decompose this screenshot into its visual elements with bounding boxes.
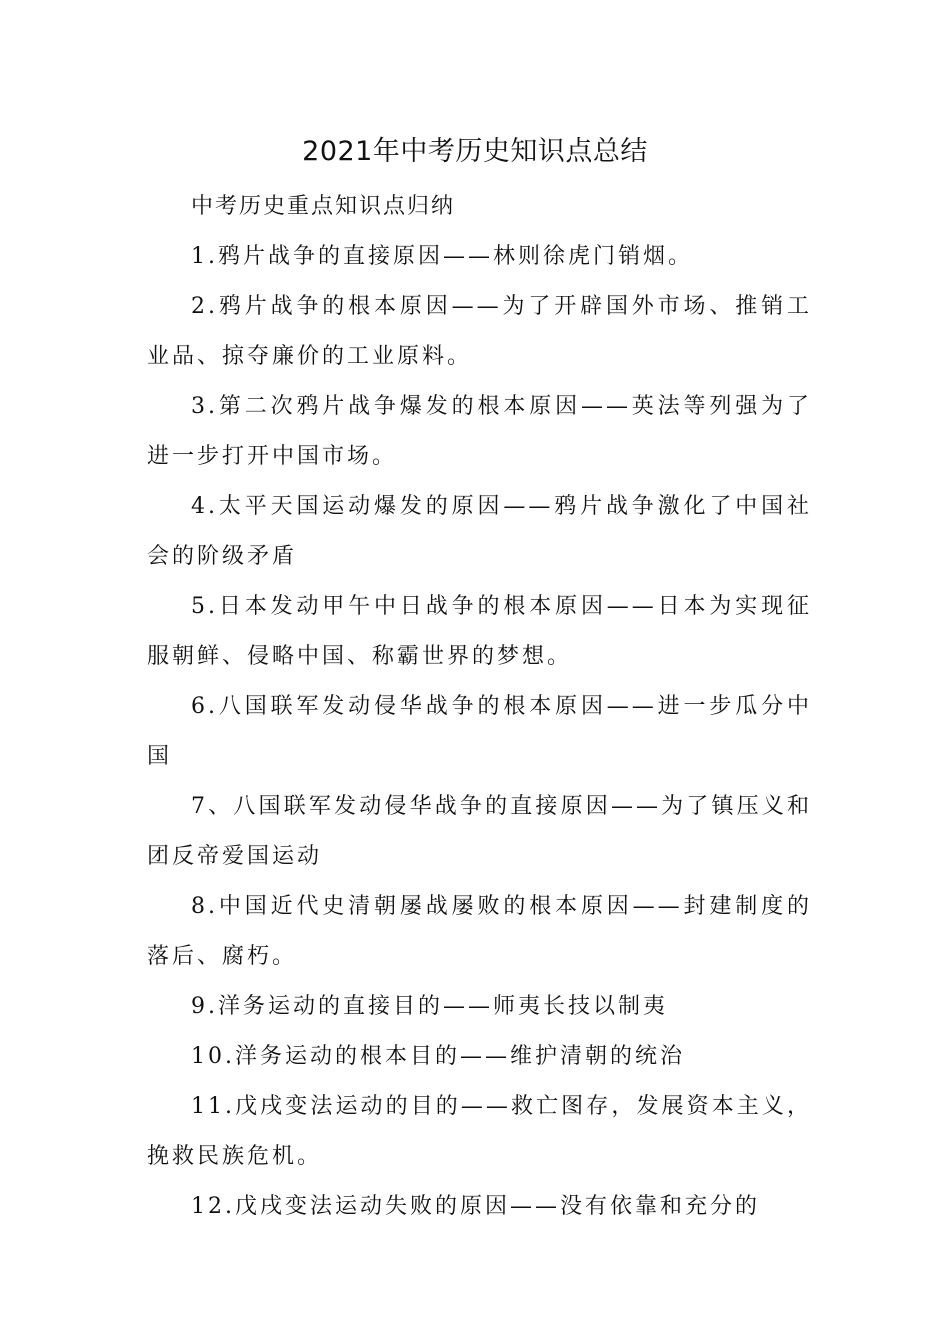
paragraph-2: 2.鸦片战争的根本原因——为了开辟国外市场、推销工业品、掠夺廉价的工业原料。 <box>147 294 812 369</box>
paragraph-8: 8.中国近代史清朝屡战屡败的根本原因——封建制度的落后、腐朽。 <box>147 894 812 969</box>
paragraph-9: 9.洋务运动的直接目的——师夷长技以制夷 <box>191 994 668 1019</box>
paragraph-7: 7、八国联军发动侵华战争的直接原因——为了镇压义和团反帝爱国运动 <box>147 794 812 869</box>
paragraph-1: 1.鸦片战争的直接原因——林则徐虎门销烟。 <box>191 244 693 269</box>
section-heading: 中考历史重点知识点归纳 <box>191 194 456 219</box>
paragraph-10: 10.洋务运动的根本目的——维护清朝的统治 <box>191 1044 685 1069</box>
document-title: 2021年中考历史知识点总结 <box>302 136 648 167</box>
paragraph-6: 6.八国联军发动侵华战争的根本原因——进一步瓜分中国 <box>147 694 812 769</box>
paragraph-11: 11.戊戌变法运动的目的——救亡图存，发展资本主义，挽救民族危机。 <box>147 1094 812 1169</box>
paragraph-12: 12.戊戌变法运动失败的原因——没有依靠和充分的 <box>191 1194 760 1219</box>
document-body <box>147 182 812 1232</box>
paragraph-5: 5.日本发动甲午中日战争的根本原因——日本为实现征服朝鲜、侵略中国、称霸世界的梦想。 <box>147 594 812 669</box>
paragraph-3: 3.第二次鸦片战争爆发的根本原因——英法等列强为了进一步打开中国市场。 <box>147 394 812 469</box>
paragraph-4: 4.太平天国运动爆发的原因——鸦片战争激化了中国社会的阶级矛盾 <box>147 494 812 569</box>
